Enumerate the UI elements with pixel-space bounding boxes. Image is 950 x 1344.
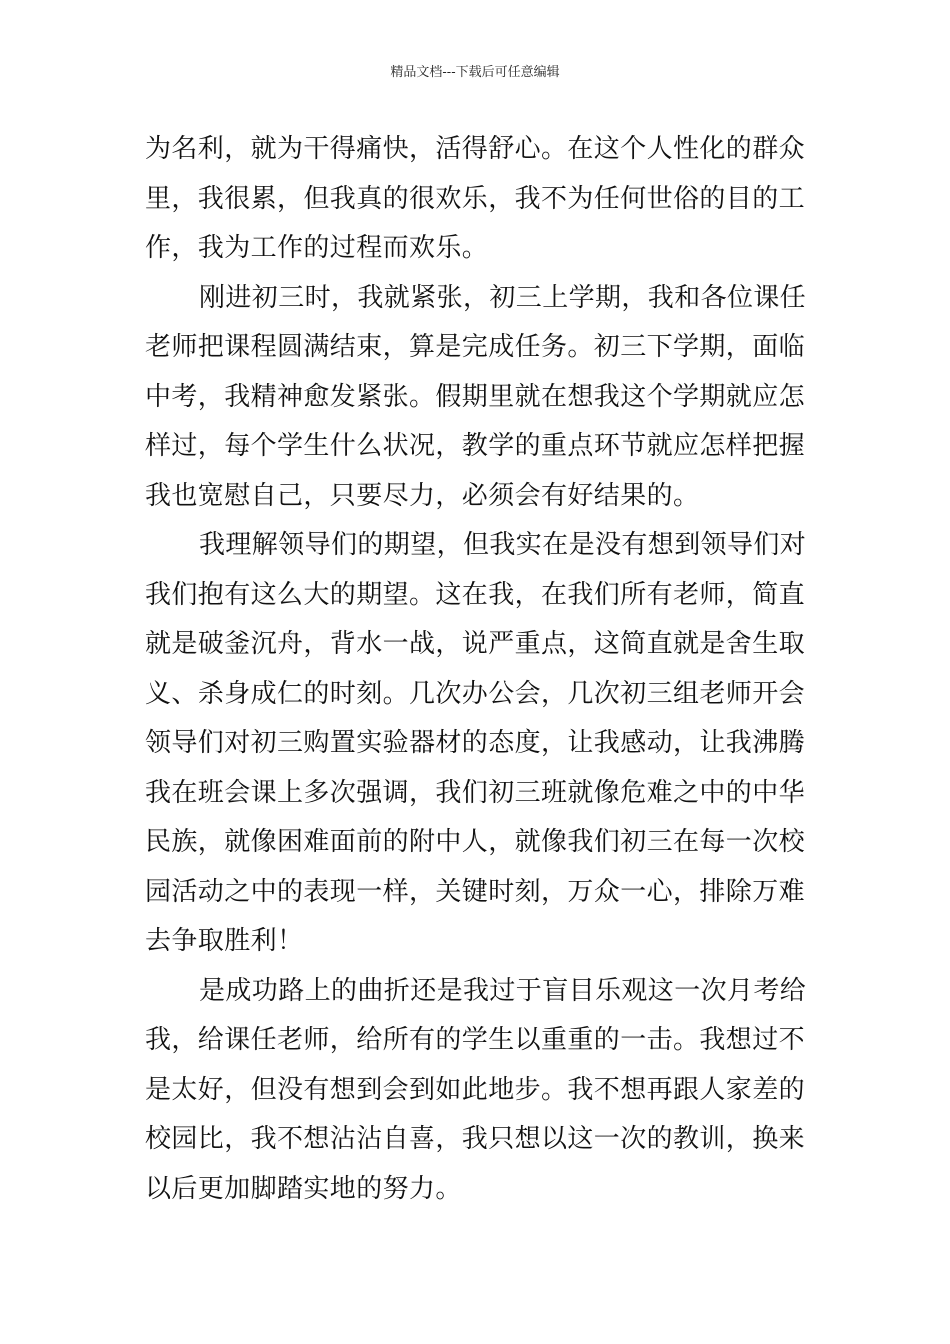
text-line: 园活动之中的表现一样，关键时刻，万众一心，排除万难 [145, 876, 806, 907]
paragraph-3 [145, 521, 810, 967]
text-line: 民族，就像困难面前的附中人，就像我们初三在每一次校 [145, 827, 806, 857]
text-line: 老师把课程圆满结束，算是完成任务。初三下学期，面临 [145, 332, 806, 362]
text-line: 以后更加脚踏实地的努力。 [145, 1173, 462, 1204]
text-line: 是太好，但没有想到会到如此地步。我不想再跟人家差的 [145, 1074, 806, 1105]
text-line: 里，我很累，但我真的很欢乐，我不为任何世俗的目的工 [145, 183, 806, 214]
text-line: 我也宽慰自己，只要尽力，必须会有好结果的。 [145, 480, 700, 511]
text-line: 我们抱有这么大的期望。这在我，在我们所有老师，简直 [145, 579, 806, 610]
text-line: 就是破釜沉舟，背水一战，说严重点，这简直就是舍生取 [145, 629, 806, 659]
text-line: 校园比，我不想沾沾自喜，我只想以这一次的教训，换来 [145, 1124, 806, 1154]
paragraph-2 [145, 274, 810, 522]
text-line: 我理解领导们的期望，但我实在是没有想到领导们对 [199, 530, 807, 560]
text-line: 为名利，就为干得痛快，活得舒心。在这个人性化的群众 [145, 134, 806, 164]
text-line: 是成功路上的曲折还是我过于盲目乐观这一次月考给 [199, 975, 807, 1006]
paragraph-4 [145, 967, 810, 1215]
document-body [145, 125, 810, 1214]
text-line: 领导们对初三购置实验器材的态度，让我感动，让我沸腾 [145, 728, 806, 758]
text-line: 去争取胜利！ [145, 926, 304, 956]
text-line: 中考，我精神愈发紧张。假期里就在想我这个学期就应怎 [145, 381, 806, 412]
text-line: 义、杀身成仁的时刻。几次办公会，几次初三组老师开会 [145, 678, 806, 709]
text-line: 刚进初三时，我就紧张，初三上学期，我和各位课任 [199, 282, 807, 313]
text-line: 样过，每个学生什么状况，教学的重点环节就应怎样把握 [145, 431, 806, 461]
text-line: 我在班会课上多次强调，我们初三班就像危难之中的中华 [145, 777, 806, 808]
text-line: 我，给课任老师，给所有的学生以重重的一击。我想过不 [145, 1025, 806, 1055]
text-line: 作，我为工作的过程而欢乐。 [145, 233, 489, 263]
page-header: 精品文档---下载后可任意编辑 [390, 65, 560, 80]
paragraph-1 [145, 125, 810, 274]
